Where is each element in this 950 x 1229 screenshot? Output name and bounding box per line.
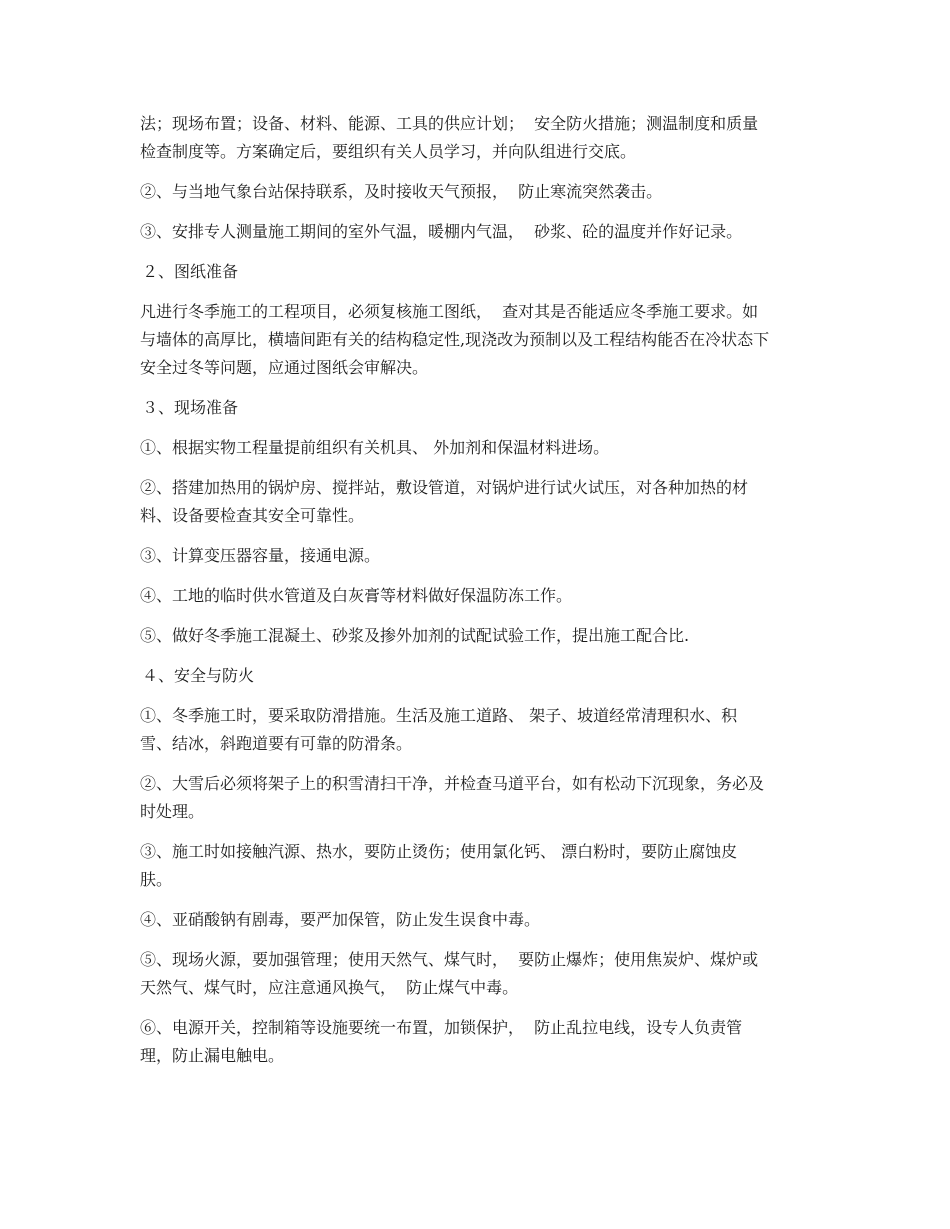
paragraph-line: ③、计算变压器容量，接通电源。 <box>140 546 381 565</box>
paragraph-line: ③、安排专人测量施工期间的室外气温，暖棚内气温， 砂浆、砼的温度并作好记录。 <box>140 222 743 241</box>
section-heading: ３、现场准备 <box>142 398 239 417</box>
paragraph-line: ⑥、电源开关，控制箱等设施要统一布置，加锁保护， 防止乱拉电线，设专人负责管 <box>140 1018 743 1037</box>
paragraph-line: 雪、结冰，斜跑道要有可靠的防滑条。 <box>140 734 413 753</box>
section-heading: ２、图纸准备 <box>142 262 239 281</box>
paragraph-line: 时处理。 <box>140 802 205 821</box>
paragraph-line: 肤。 <box>140 870 173 889</box>
paragraph-line: 安全过冬等问题，应通过图纸会审解决。 <box>140 358 429 377</box>
document-body <box>140 110 820 1082</box>
paragraph <box>140 1014 820 1070</box>
paragraph-line: ①、冬季施工时，要采取防滑措施。生活及施工道路、 架子、坡道经常清理积水、积 <box>140 706 738 725</box>
paragraph-line: ①、根据实物工程量提前组织有关机具、 外加剂和保温材料进场。 <box>140 438 610 457</box>
paragraph <box>140 298 820 382</box>
paragraph <box>140 474 820 530</box>
paragraph-line: 理，防止漏电触电。 <box>140 1046 285 1065</box>
paragraph <box>140 906 820 934</box>
paragraph <box>140 702 820 758</box>
paragraph-line: ⑤、做好冬季施工混凝土、砂浆及掺外加剂的试配试验工作，提出施工配合比. <box>140 626 690 645</box>
paragraph-line: ②、与当地气象台站保持联系，及时接收天气预报， 防止寒流突然袭击。 <box>140 182 663 201</box>
paragraph-line: 检查制度等。方案确定后，要组织有关人员学习，并向队组进行交底。 <box>140 142 637 161</box>
paragraph-line: 凡进行冬季施工的工程项目，必须复核施工图纸， 查对其是否能适应冬季施工要求。如 <box>140 302 759 321</box>
paragraph <box>140 434 820 462</box>
paragraph-line: ④、亚硝酸钠有剧毒，要严加保管，防止发生误食中毒。 <box>140 910 541 929</box>
paragraph <box>140 622 820 650</box>
paragraph <box>140 542 820 570</box>
paragraph-line: 料、设备要检查其安全可靠性。 <box>140 506 365 525</box>
paragraph <box>140 110 820 166</box>
paragraph-line: 与墙体的高厚比，横墙间距有关的结构稳定性,现浇改为预制以及工程结构能否在冷状态下 <box>140 330 770 349</box>
section-heading: ４、安全与防火 <box>142 666 255 685</box>
paragraph-line: 法；现场布置；设备、材料、能源、工具的供应计划； 安全防火措施；测温制度和质量 <box>140 114 759 133</box>
paragraph <box>140 838 820 894</box>
paragraph <box>140 582 820 610</box>
paragraph-line: 天然气、煤气时，应注意通风换气， 防止煤气中毒。 <box>140 978 519 997</box>
paragraph-line: ⑤、现场火源，要加强管理；使用天然气、煤气时， 要防止爆炸；使用焦炭炉、煤炉或 <box>140 950 759 969</box>
paragraph-line: ③、施工时如接触汽源、热水，要防止烫伤；使用氯化钙、 漂白粉时，要防止腐蚀皮 <box>140 842 738 861</box>
paragraph <box>140 770 820 826</box>
paragraph-line: ④、工地的临时供水管道及白灰膏等材料做好保温防冻工作。 <box>140 586 573 605</box>
paragraph <box>140 946 820 1002</box>
paragraph <box>140 218 820 246</box>
paragraph-line: ②、大雪后必须将架子上的积雪清扫干净，并检查马道平台，如有松动下沉现象，务必及 <box>140 774 765 793</box>
paragraph-line: ②、搭建加热用的锅炉房、搅拌站，敷设管道，对锅炉进行试火试压，对各种加热的材 <box>140 478 749 497</box>
paragraph <box>140 178 820 206</box>
